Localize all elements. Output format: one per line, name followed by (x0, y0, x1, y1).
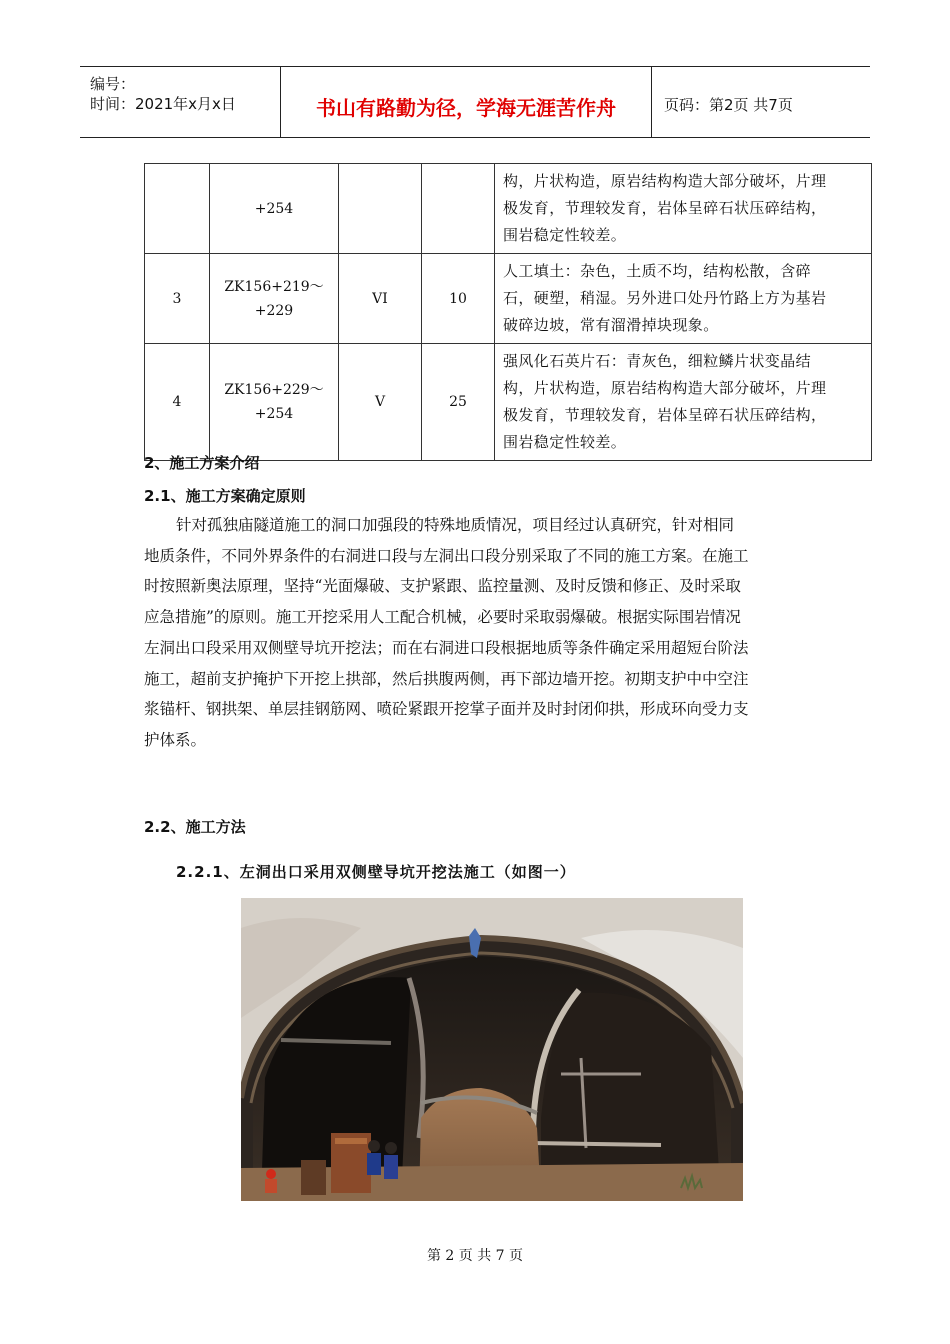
body-paragraph (144, 510, 810, 756)
section-heading-2: 2、施工方案介绍 (144, 454, 260, 472)
desc-line: 构，片状构造，原岩结构构造大部分破坏，片理 (503, 172, 827, 190)
section-heading-2-2-1: 2.2.1、左洞出口采用双侧壁导坑开挖法施工（如图一） (176, 863, 576, 881)
cell-description (495, 254, 872, 344)
desc-line: 极发育，节理较发育，岩体呈碎石状压碎结构， (503, 406, 827, 424)
paragraph-line: 时按照新奥法原理，坚持“光面爆破、支护紧跟、监控量测、及时反馈和修正、及时采取 (144, 577, 741, 596)
cell-no: 4 (145, 344, 210, 461)
header-center-cell (281, 67, 652, 137)
desc-line: 构，片状构造，原岩结构构造大部分破坏，片理 (503, 379, 827, 397)
document-date: 时间：2021年x月x日 (90, 95, 236, 113)
paragraph-line: 施工，超前支护掩护下开挖上拱部，然后拱腹两侧，再下部边墙开挖。初期支护中中空注 (144, 669, 749, 688)
cell-description (495, 164, 872, 254)
paragraph-line: 左洞出口段采用双侧壁导坑开挖法；而在右洞进口段根据地质等条件确定采用超短台阶法 (144, 638, 749, 657)
geology-table (144, 163, 872, 461)
section-heading-2-1: 2.1、施工方案确定原则 (144, 487, 306, 505)
cell-station (210, 254, 339, 344)
cell-no (145, 164, 210, 254)
section-heading-2-2: 2.2、施工方法 (144, 818, 246, 836)
cell-grade: VI (339, 254, 422, 344)
cell-station (210, 344, 339, 461)
table-row (145, 254, 872, 344)
cell-station: +254 (210, 164, 339, 254)
cell-no: 3 (145, 254, 210, 344)
header-right-cell (652, 67, 870, 137)
cell-description (495, 344, 872, 461)
desc-line: 人工填土：杂色，土质不均，结构松散，含碎 (503, 262, 812, 280)
page-footer: 第 2 页 共 7 页 (426, 1248, 524, 1264)
header-motto: 书山有路勤为径，学海无涯苦作舟 (316, 96, 616, 120)
paragraph-line: 护体系。 (144, 730, 207, 749)
desc-line: 围岩稳定性较差。 (503, 226, 627, 244)
table-row (145, 344, 872, 461)
page-header (80, 66, 870, 138)
tunnel-illustration (241, 898, 743, 1201)
tunnel-portal-photo (241, 898, 743, 1201)
station-text: ZK156+229～+254 (224, 382, 324, 422)
header-page-info: 页码：第2页 共7页 (664, 96, 793, 114)
desc-line: 围岩稳定性较差。 (503, 433, 627, 451)
cell-grade: V (339, 344, 422, 461)
cell-grade (339, 164, 422, 254)
desc-line: 强风化石英片石：青灰色，细粒鳞片状变晶结 (503, 352, 812, 370)
desc-line: 破碎边坡，常有溜滑掉块现象。 (503, 316, 719, 334)
document-code-label: 编号： (90, 75, 136, 93)
header-left-cell (80, 67, 281, 137)
cell-length: 10 (422, 254, 495, 344)
cell-length: 25 (422, 344, 495, 461)
desc-line: 极发育，节理较发育，岩体呈碎石状压碎结构， (503, 199, 827, 217)
paragraph-line: 地质条件，不同外界条件的右洞进口段与左洞出口段分别采取了不同的施工方案。在施工 (144, 546, 749, 565)
paragraph-line: 浆锚杆、钢拱架、单层挂钢筋网、喷砼紧跟开挖掌子面并及时封闭仰拱，形成环向受力支 (144, 700, 749, 719)
paragraph-line: 应急措施”的原则。施工开挖采用人工配合机械，必要时采取弱爆破。根据实际围岩情况 (144, 608, 741, 627)
cell-length (422, 164, 495, 254)
table-row (145, 164, 872, 254)
station-text: ZK156+219～+229 (224, 278, 324, 319)
paragraph-line: 针对孤独庙隧道施工的洞口加强段的特殊地质情况，项目经过认真研究，针对相同 (176, 516, 735, 534)
desc-line: 石，硬塑，稍湿。另外进口处丹竹路上方为基岩 (503, 289, 827, 307)
